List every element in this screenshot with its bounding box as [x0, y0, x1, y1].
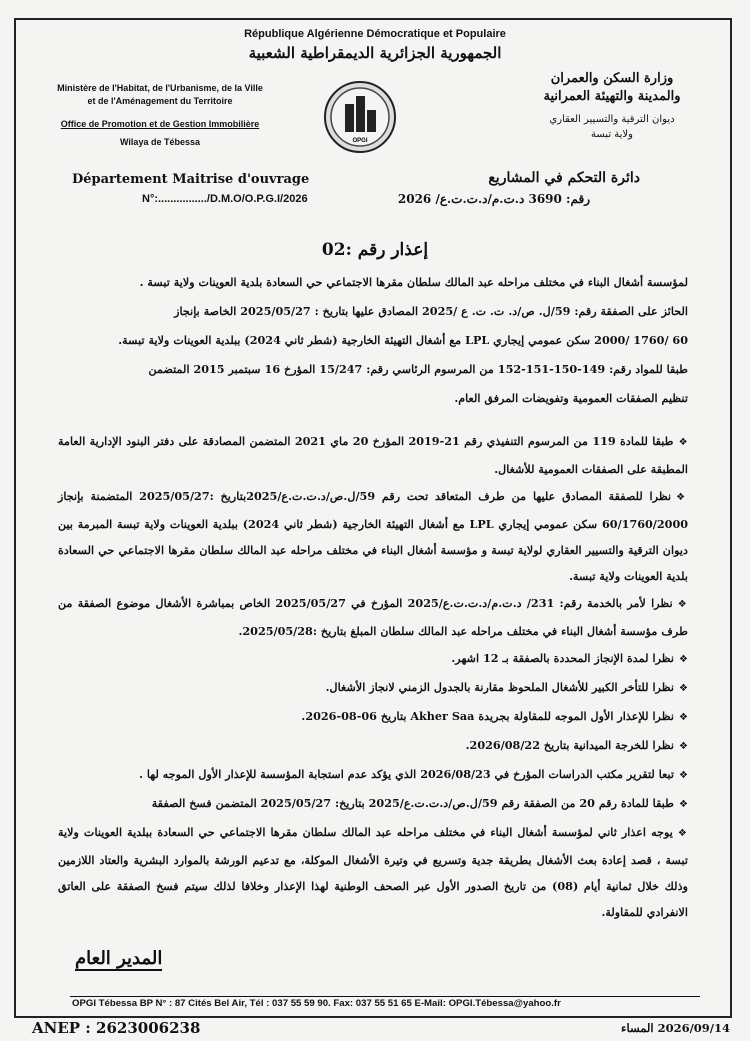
bullet-icon: ❖	[679, 683, 688, 694]
publication-date: 2026/09/14 المساء	[621, 1021, 730, 1035]
footer-contact: OPGI Tébessa BP N° : 87 Cités Bel Air, Tél : 037 55 59 90. Fax: 037 55 51 65 E-Mail: OPGI.Tébessa@yahoo.fr	[72, 998, 561, 1009]
bullet-icon: ❖	[679, 770, 688, 781]
intro-line: تنظيم الصفقات العمومية وتفويضات المرفق العام.	[454, 391, 688, 405]
bullet-icon: ❖	[678, 437, 688, 448]
ministry-ar-line-1: وزارة السكن والعمران	[550, 71, 674, 86]
list-item: ❖نظرا لأمر بالخدمة رقم: 231/ د.ت.م/د.ت.ت.ع/2025 المؤرخ في 2025/05/27 الخاص بمباشرة الأشغال موضوع الصفقة من طرف مؤسسة أشغال البناء في مختلف مراحله عبد المالك سلطان المبلغ بتاريخ :2025/05/28.	[58, 596, 688, 638]
bullet-icon: ❖	[677, 828, 689, 839]
office-fr: Office de Promotion et de Gestion Immobilière	[60, 119, 260, 129]
letterhead-fr	[40, 82, 280, 149]
list-item: ❖يوجه اعذار ثاني لمؤسسة أشغال البناء في مختلف مراحله عبد المالك سلطان مقرها الاجتماعي حي السعادة ببلدية العوينات ولاية تبسة ، قصد إعادة بعث الأشغال بطريقة جدية وتسريع في وتيرة الأشغال الموكلة، مع تدعيم الورشة بالموارد البشرية والعتاد اللازمين وذلك خلال ثمانية أيام (08) من تاريخ الصدور الأول عبر الصحف الوطنية لهذا الإعذار وخلافا لذلك سيتم فسخ الصفقة على العاتق الانفرادي للمقاولة.	[58, 825, 689, 919]
bullet-icon: ❖	[677, 599, 688, 610]
intro-paragraph	[58, 268, 688, 413]
reference-ar: رقم: 3690 د.ت.م/د.ت.ت.ع/ 2026	[397, 192, 590, 206]
list-item: ❖نظرا للإعذار الأول الموجه للمقاولة بجريدة Akher Saa بتاريخ 06-08-2026.	[301, 709, 688, 723]
opgi-logo	[323, 80, 397, 154]
clauses-list	[58, 428, 688, 926]
department-fr: Département Maitrise d'ouvrage	[72, 172, 310, 187]
reference-fr: N°:................/D.M.O/O.P.G.I/2026	[142, 193, 308, 205]
signature-title: المدير العام	[75, 948, 163, 969]
republic-fr: République Algérienne Démocratique et Populaire	[244, 28, 506, 40]
intro-line: الحائز على الصفقة رقم: 59/ل. ص/د. ت. ت. ع /2025 المصادق عليها بتاريخ : 2025/05/27 الخاصة بإنجاز	[174, 304, 688, 318]
bullet-icon: ❖	[679, 741, 688, 752]
republic-ar: الجمهورية الجزائرية الديمقراطية الشعبية	[248, 44, 502, 62]
office-ar: ديوان الترقية والتسيير العقاري	[549, 114, 675, 125]
list-item: ❖طبقا للمادة رقم 20 من الصفقة رقم 59/ل.ص/د.ت.ت.ع/2025 بتاريخ: 2025/05/27 المتضمن فسخ الصفقة	[151, 796, 688, 810]
anep-number: ANEP : 2623006238	[32, 1019, 201, 1037]
bullet-icon: ❖	[679, 712, 688, 723]
notice-title: إعذار رقم :02	[321, 240, 429, 260]
bullet-icon: ❖	[676, 492, 689, 503]
ministry-fr-line-1: Ministère de l'Habitat, de l'Urbanisme, de la Ville	[57, 83, 263, 93]
list-item: ❖نظرا لمدة الإنجاز المحددة بالصفقة بـ 12 اشهر.	[451, 651, 688, 665]
list-item: ❖نظرا للخرجة الميدانية بتاريخ 2026/08/22.	[465, 738, 688, 752]
list-item: ❖تبعا لتقرير مكتب الدراسات المؤرخ في 2026/08/23 الذي يؤكد عدم استجابة المؤسسة للإعذار الأول الموجه لها .	[139, 767, 688, 781]
logo-text: OPGI	[352, 138, 368, 144]
intro-line: لمؤسسة أشغال البناء في مختلف مراحله عبد المالك سلطان مقرها الاجتماعي حي السعادة بلدية العوينات ولاية تبسة .	[139, 275, 688, 289]
department-ar: دائرة التحكم في المشاريع	[488, 170, 640, 186]
list-item: ❖نظرا للتأخر الكبير للأشغال الملحوظ مقارنة بالجدول الزمني لانجاز الأشغال.	[325, 680, 688, 694]
intro-line: طبقا للمواد رقم: 149-150-151-152 من المرسوم الرئاسي رقم: 15/247 المؤرخ 16 سبتمبر 2015 المتضمن	[148, 362, 688, 376]
bullet-icon: ❖	[679, 799, 688, 810]
wilaya-fr: Wilaya de Tébessa	[120, 137, 200, 147]
footer-divider	[70, 996, 700, 997]
bullet-icon: ❖	[679, 654, 688, 665]
list-item: ❖نظرا للصفقة المصادق عليها من طرف المتعاقد تحت رقم 59/ل.ص/د.ت.ت.ع/2025بتاريخ :2025/05/27 المتضمنة بإنجاز 60/1760/2000 سكن عمومي إيجاري LPL مع أشغال التهيئة الخارجية (شطر ثاني 2024) ببلدية العوينات ولاية تبسة المبرمة بين ديوان الترقية والتسيير العقاري لولاية تبسة و مؤسسة أشغال البناء في مختلف مراحله عبد المالك سلطان مقرها الاجتماعي حي السعادة بلدية العوينات ولاية تبسة.	[58, 489, 689, 583]
letterhead-ar	[512, 70, 712, 142]
ministry-ar-line-2: والمدينة والتهيئة العمرانية	[543, 89, 681, 104]
list-item: ❖طبقا للمادة 119 من المرسوم التنفيذي رقم 21-2019 المؤرخ 20 ماي 2021 المتضمن المصادقة على دفتر البنود الإدارية العامة المطبقة على الصفقات العمومية للأشغال.	[58, 434, 688, 476]
wilaya-ar: ولاية تبسة	[591, 129, 633, 140]
intro-line: 60 /1760 /2000 سكن عمومي إيجاري LPL مع أشغال التهيئة الخارجية (شطر ثاني 2024) ببلدية العوينات ولاية تبسة.	[118, 333, 688, 347]
ministry-fr-line-2: et de l'Aménagement du Territoire	[87, 96, 233, 106]
